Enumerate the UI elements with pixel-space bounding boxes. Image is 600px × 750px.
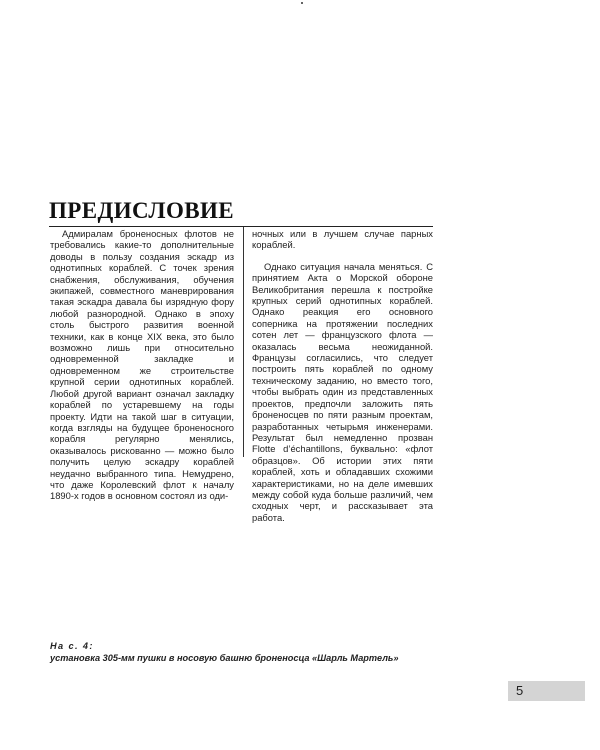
right-text-column [252, 228, 433, 533]
paragraph-continuation: ночных или в лучшем случае парных кораблей. [252, 228, 433, 251]
caption-text: установка 305-мм пушки в носовую башню броненосца «Шарль Мартель» [50, 652, 399, 663]
caption-label: На с. 4: [50, 641, 94, 651]
paragraph: Однако ситуация начала меняться. С принятием Акта о Морской обороне Великобритания перешла к постройке крупных серий однотипных кораблей. Однако реакция его основного соперника на протяжении последних сотен лет — французского флота — оказалась весьма неожиданной. Французы согласились, что следует построить пять кораблей по одному техническому заданию, но вместо того, чтобы выбрать один из представленных проектов, предпочли заложить пять броненосцев по пяти разным проектам, разработанных четырьмя инженерами. Результат был немедленно прозван Flotte d’échantillons, буквально: «флот образцов». Об истории этих пяти кораблей, хоть и обладавших схожими характеристиками, но на деле имевших между собой куда больше различий, чем сходных черт, и рассказывает эта работа. [252, 260, 433, 523]
page-mark [301, 2, 303, 4]
title-underline [49, 226, 433, 227]
left-text-column [50, 228, 234, 512]
page-title: ПРЕДИСЛОВИЕ [49, 198, 235, 223]
paragraph: Адмиралам броненосных флотов не требовались какие-то дополнительные доводы в пользу создания эскадр из однотипных кораблей. С точек зрения снабжения, обслуживания, обучения экипажей, совместного маневрирования такая эскадра давала бы изрядную фору любой разнородной. Однако в эпоху столь быстрого развития военной техники, как в конце XIX века, это было возможно лишь при относительно одновременной закладке и одновременном же строительстве крупной серии однотипных кораблей. Любой другой вариант означал закладку кораблей по устаревшему на годы проекту. Идти на такой шаг в ситуации, когда взгляды на будущее броненосного корабля регулярно менялись, оказывалось рискованно — можно было получить целую эскадру кораблей неудачно выбранного типа. Немудрено, что даже Королевский флот к началу 1890-х годов в основном состоял из оди- [50, 228, 234, 502]
page-number-box [508, 681, 585, 701]
page-number: 5 [516, 683, 524, 698]
figure-caption [50, 641, 450, 664]
column-divider [243, 227, 244, 457]
